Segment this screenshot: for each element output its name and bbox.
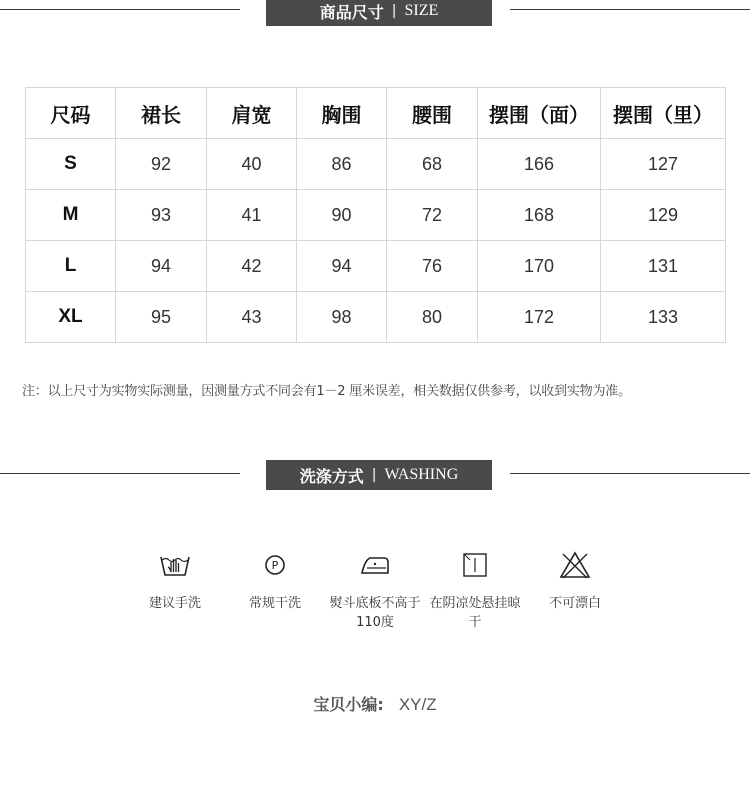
size-header-en: SIZE <box>404 2 439 19</box>
table-cell: 133 <box>601 292 726 343</box>
wash-item-no-bleach <box>525 548 625 613</box>
size-section-header <box>0 0 750 30</box>
washing-header-en: WASHING <box>384 466 459 483</box>
washing-header-separator: | <box>371 467 377 483</box>
wash-label: 常规干洗 <box>248 596 301 611</box>
table-cell: 94 <box>116 241 207 292</box>
line-dry-shade-icon <box>458 548 492 582</box>
wash-item-line-dry <box>425 548 525 632</box>
table-cell: 129 <box>601 190 726 241</box>
table-cell: 131 <box>601 241 726 292</box>
wash-label: 熨斗底板不高于110度 <box>329 596 421 630</box>
hand-wash-icon <box>158 548 192 582</box>
no-bleach-icon <box>558 548 592 582</box>
table-cell: 93 <box>116 190 207 241</box>
size-header-tag <box>266 0 492 26</box>
editor-label: 宝贝小编: <box>313 695 384 714</box>
wash-label: 在阴凉处悬挂晾干 <box>429 596 521 630</box>
table-cell: 43 <box>207 292 297 343</box>
table-cell: 41 <box>207 190 297 241</box>
table-cell: 127 <box>601 139 726 190</box>
table-cell: 170 <box>478 241 601 292</box>
table-cell: 42 <box>207 241 297 292</box>
table-row <box>26 241 726 292</box>
table-cell: 90 <box>297 190 387 241</box>
size-label-cell: S <box>26 139 116 190</box>
wash-item-iron <box>325 548 425 632</box>
washing-header-tag <box>266 460 492 490</box>
divider-left <box>0 473 240 474</box>
editor-credit <box>0 692 750 715</box>
washing-section-header <box>0 464 750 494</box>
column-header: 腰围 <box>387 88 478 139</box>
dry-clean-icon <box>258 548 292 582</box>
table-cell: 168 <box>478 190 601 241</box>
wash-label: 不可漂白 <box>548 596 601 611</box>
table-cell: 68 <box>387 139 478 190</box>
measurement-note: 注：以上尺寸为实物实际测量，因测量方式不同会有1－2 厘米误差，相关数据仅供参考，以收到实物为准。 <box>22 384 631 399</box>
column-header: 尺码 <box>26 88 116 139</box>
wash-item-dry-clean <box>225 548 325 613</box>
table-row <box>26 292 726 343</box>
size-header-zh: 商品尺寸 <box>319 2 384 22</box>
size-label-cell: XL <box>26 292 116 343</box>
size-table <box>25 87 726 343</box>
table-cell: 98 <box>297 292 387 343</box>
table-cell: 172 <box>478 292 601 343</box>
iron-icon <box>358 548 392 582</box>
table-cell: 94 <box>297 241 387 292</box>
divider-right <box>510 9 750 10</box>
table-cell: 40 <box>207 139 297 190</box>
editor-value: XY/Z <box>398 695 437 714</box>
column-header: 摆围（里） <box>601 88 726 139</box>
size-label-cell: L <box>26 241 116 292</box>
size-header-separator: | <box>391 3 397 19</box>
table-row <box>26 139 726 190</box>
table-row <box>26 190 726 241</box>
divider-right <box>510 473 750 474</box>
column-header: 胸围 <box>297 88 387 139</box>
column-header: 裙长 <box>116 88 207 139</box>
table-cell: 92 <box>116 139 207 190</box>
column-header: 摆围（面） <box>478 88 601 139</box>
table-cell: 86 <box>297 139 387 190</box>
table-cell: 95 <box>116 292 207 343</box>
table-cell: 80 <box>387 292 478 343</box>
table-cell: 166 <box>478 139 601 190</box>
size-label-cell: M <box>26 190 116 241</box>
wash-label: 建议手洗 <box>148 596 201 611</box>
column-header: 肩宽 <box>207 88 297 139</box>
table-cell: 72 <box>387 190 478 241</box>
svg-text:P: P <box>271 559 279 572</box>
size-table-header-row <box>26 88 726 139</box>
washing-header-zh: 洗涤方式 <box>299 466 364 486</box>
wash-item-hand-wash <box>125 548 225 613</box>
table-cell: 76 <box>387 241 478 292</box>
divider-left <box>0 9 240 10</box>
